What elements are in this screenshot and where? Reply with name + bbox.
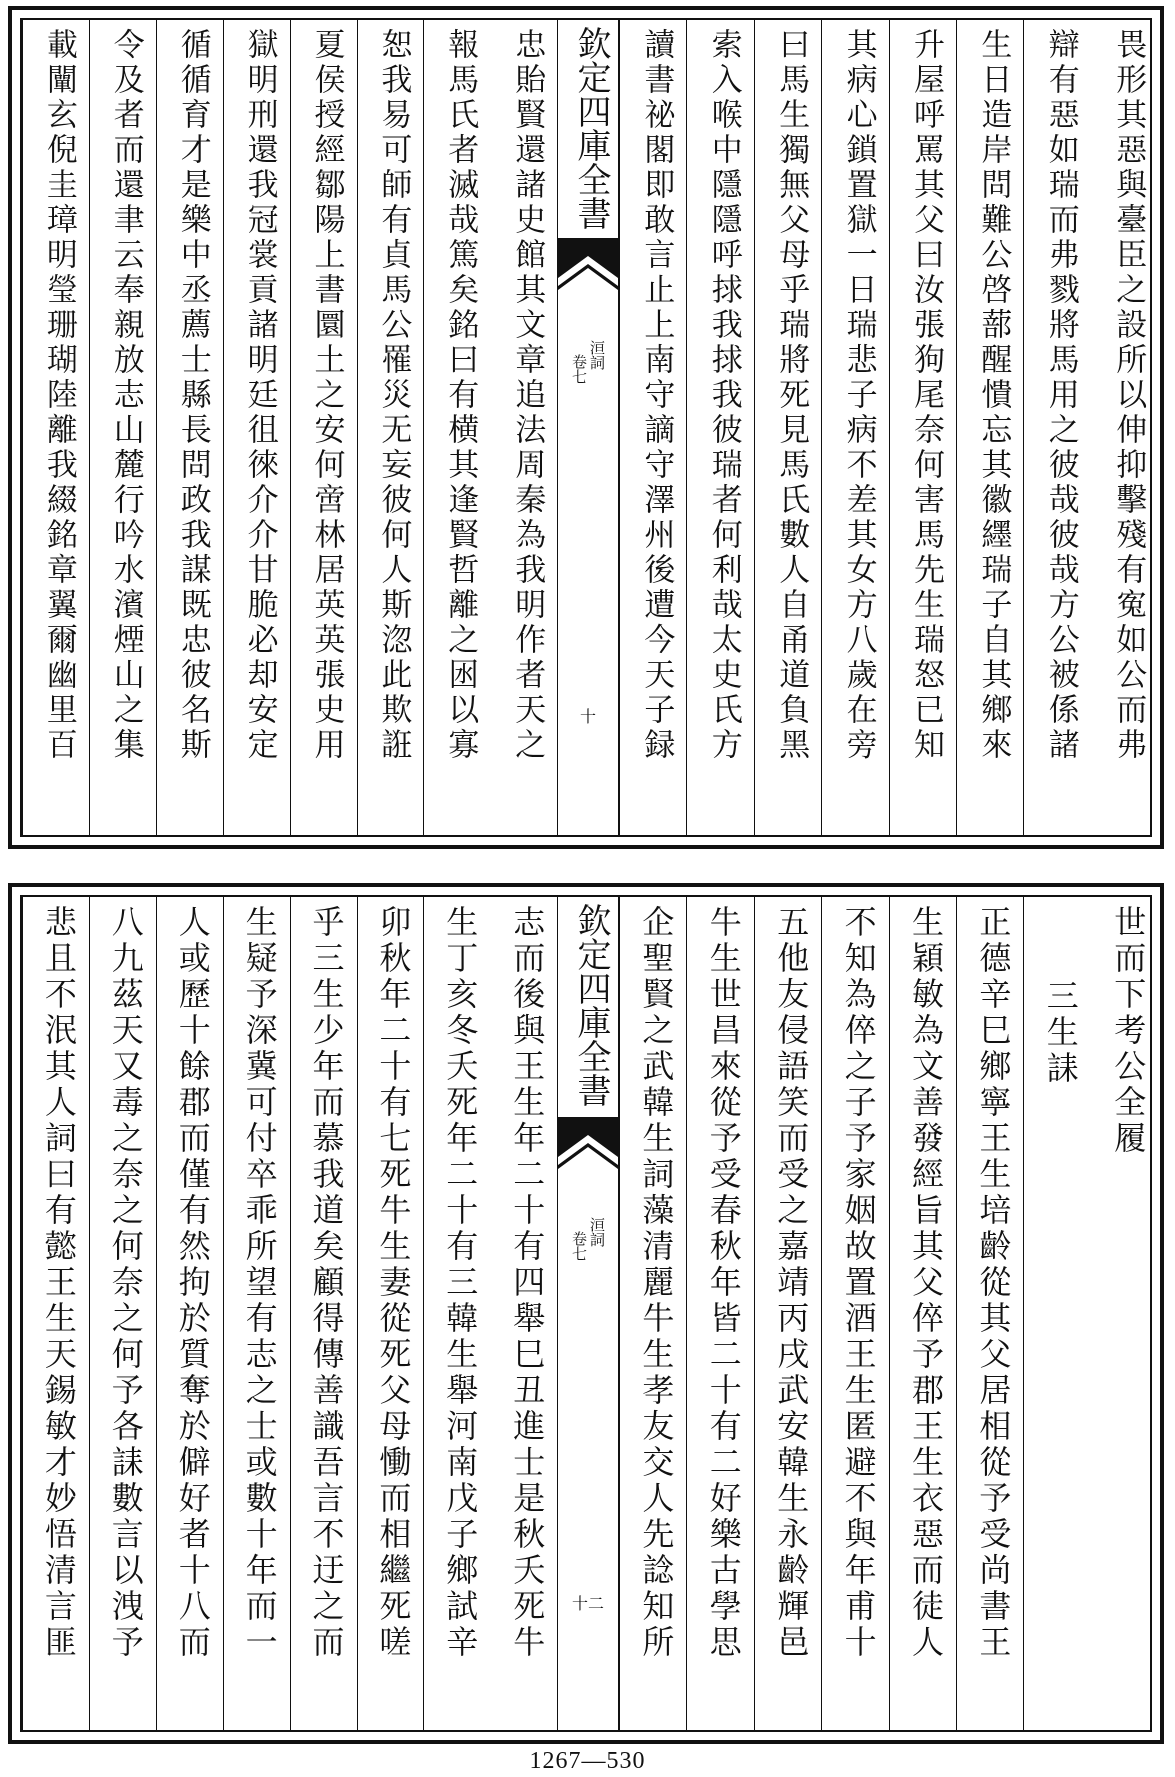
top-page-frame	[20, 18, 1152, 837]
top-left-column	[357, 20, 424, 835]
top-right-column-text: 辯有惡如瑞而弗戮將馬用之彼哉彼哉方公被係諸	[1042, 28, 1079, 763]
bottom-center-sub-a: 洹詞	[588, 1217, 606, 1247]
bottom-left-column-text: 卯秋年二十有七死牛生妻從死父母慟而相繼死嗟	[374, 905, 413, 1661]
bottom-right-column-text: 不知為倅之子予家姻故置酒王生匿避不與年甫十	[839, 905, 878, 1661]
bottom-left-column-text: 志而後與王生年二十有四舉巳丑進士是秋夭死牛	[508, 905, 547, 1661]
bottom-left-column	[490, 897, 557, 1730]
bottom-right-column-text: 牛生世昌來從予受春秋年皆二十有二好樂古學思	[704, 905, 743, 1661]
top-right-column-text: 生日造岸問難公啓蔀醒憒忘其徽纆瑞子自其鄉來	[975, 28, 1012, 763]
top-right-column	[686, 20, 753, 835]
top-left-column-text: 恕我易可師有貞馬公罹災无妄彼何人斯淴此欺誑	[375, 28, 412, 763]
top-right-column	[821, 20, 888, 835]
top-left-column-text: 載闡玄倪圭璋明瑩珊瑚陸離我綴銘章翼爾幽里百	[40, 28, 77, 763]
bottom-left-column-text: 悲且不泯其人詞曰有懿王生天錫敏才妙悟清言匪	[39, 905, 78, 1661]
top-leaf-number: 十	[579, 707, 596, 726]
top-right-column	[754, 20, 821, 835]
bottom-right-column-text: 生穎敏為文善發經旨其父倅予郡王生衣惡而徒人	[906, 905, 945, 1661]
top-left-column-text: 報馬氏者滅哉篤矣銘曰有横其逢賢哲離之囦以寡	[442, 28, 479, 763]
bottom-right-column	[1091, 897, 1158, 1730]
top-right-column	[956, 20, 1023, 835]
bottom-right-column	[956, 897, 1023, 1730]
top-right-column-text: 索入喉中隱隱呼捄我捄我彼瑞者何利哉太史氏方	[705, 28, 742, 763]
top-center-title: 欽定四庫全書	[571, 26, 611, 230]
top-left-column	[223, 20, 290, 835]
top-right-column-text: 曰馬生獨無父母乎瑞將死見馬氏數人自甬道負黑	[773, 28, 810, 763]
top-left-column	[156, 20, 223, 835]
top-right-column-text: 升屋呼罵其父曰汝張狗尾奈何害馬先生瑞怒已知	[907, 28, 944, 763]
top-right-column	[889, 20, 956, 835]
bottom-center-column	[557, 897, 619, 1730]
top-center-sub-a: 洹詞	[588, 340, 606, 370]
bottom-right-column-text: 企聖賢之武韓生詞藻清麗牛生孝友交人先諗知所	[637, 905, 676, 1661]
bottom-right-column-text: 五他友侵語笑而受之嘉靖丙戌武安韓生永齡輝邑	[772, 905, 811, 1661]
top-left-column	[89, 20, 156, 835]
bottom-left-column-text: 人或歷十餘郡而僅有然拘於質奪於僻好者十八而	[173, 905, 212, 1661]
bottom-page-frame	[20, 895, 1152, 1732]
top-right-column	[619, 20, 686, 835]
top-right-column-text: 讀書祕閣即敢言止上南守謫守澤州後遭今天子録	[638, 28, 675, 763]
bottom-leaf-number: 十二	[571, 1594, 604, 1613]
top-left-column-text: 循循育才是樂中丞薦士縣長問政我謀既忠彼名斯	[174, 28, 211, 763]
bottom-page	[8, 883, 1164, 1744]
top-fish-tail-icon	[558, 238, 618, 298]
bottom-right-column	[619, 897, 686, 1730]
top-page	[8, 6, 1164, 849]
bottom-right-column	[754, 897, 821, 1730]
top-right-column-text: 畏形其惡與臺臣之設所以伸抑擊殘有寃如公而弗	[1110, 28, 1147, 763]
top-left-column	[22, 20, 89, 835]
bottom-left-column-text: 生丁亥冬夭死年二十有三韓生舉河南戊子鄉試辛	[441, 905, 480, 1661]
bottom-left-column	[357, 897, 424, 1730]
top-right-column	[1091, 20, 1158, 835]
bottom-fish-tail-icon	[558, 1117, 618, 1177]
bottom-left-column	[89, 897, 156, 1730]
top-center-sub-b: 卷七	[570, 354, 588, 384]
top-left-column-text: 令及者而還聿云奉親放志山麓行吟水濱煙山之集	[107, 28, 144, 763]
bottom-right-column-text: 三生誄	[1041, 979, 1080, 1087]
bottom-right-column	[889, 897, 956, 1730]
bottom-left-column-text: 乎三生少年而慕我道矣顧得傳善識吾言不迂之而	[307, 905, 346, 1661]
bottom-right-column	[1023, 897, 1090, 1730]
top-left-column-text: 忠貽賢還諸史館其文章追法周秦為我明作者天之	[509, 28, 546, 763]
bottom-left-column	[290, 897, 357, 1730]
top-left-column-text: 夏侯授經鄒陽上書圜土之安何啻林居英英張史用	[308, 28, 345, 763]
top-right-column-text: 其病心鎖置獄一日瑞悲子病不差其女方八歲在旁	[840, 28, 877, 763]
top-left-column	[490, 20, 557, 835]
bottom-left-column-text: 生疑予深冀可付卒乖所望有志之士或數十年而一	[240, 905, 279, 1661]
top-left-column-text: 獄明刑還我冠裳貢諸明廷徂徠介介甘脆必却安定	[241, 28, 278, 763]
top-left-column	[290, 20, 357, 835]
bottom-left-column-text: 八九茲天又毒之奈之何奈之何予各誄數言以洩予	[106, 905, 145, 1661]
bottom-left-column	[22, 897, 89, 1730]
top-center-column	[557, 20, 619, 835]
bottom-left-column	[223, 897, 290, 1730]
bottom-left-column	[423, 897, 490, 1730]
top-right-column	[1023, 20, 1090, 835]
bottom-center-title: 欽定四庫全書	[571, 903, 611, 1107]
bottom-right-column-text: 正德辛巳鄉寧王生培齡從其父居相從予受尚書王	[974, 905, 1013, 1661]
top-left-column	[423, 20, 490, 835]
bottom-right-column	[821, 897, 888, 1730]
page-number: 1267—530	[529, 1748, 646, 1774]
bottom-left-column	[156, 897, 223, 1730]
bottom-right-column	[686, 897, 753, 1730]
bottom-center-sub-b: 卷七	[570, 1231, 588, 1261]
bottom-right-column-text: 世而下考公全履	[1109, 905, 1148, 1157]
